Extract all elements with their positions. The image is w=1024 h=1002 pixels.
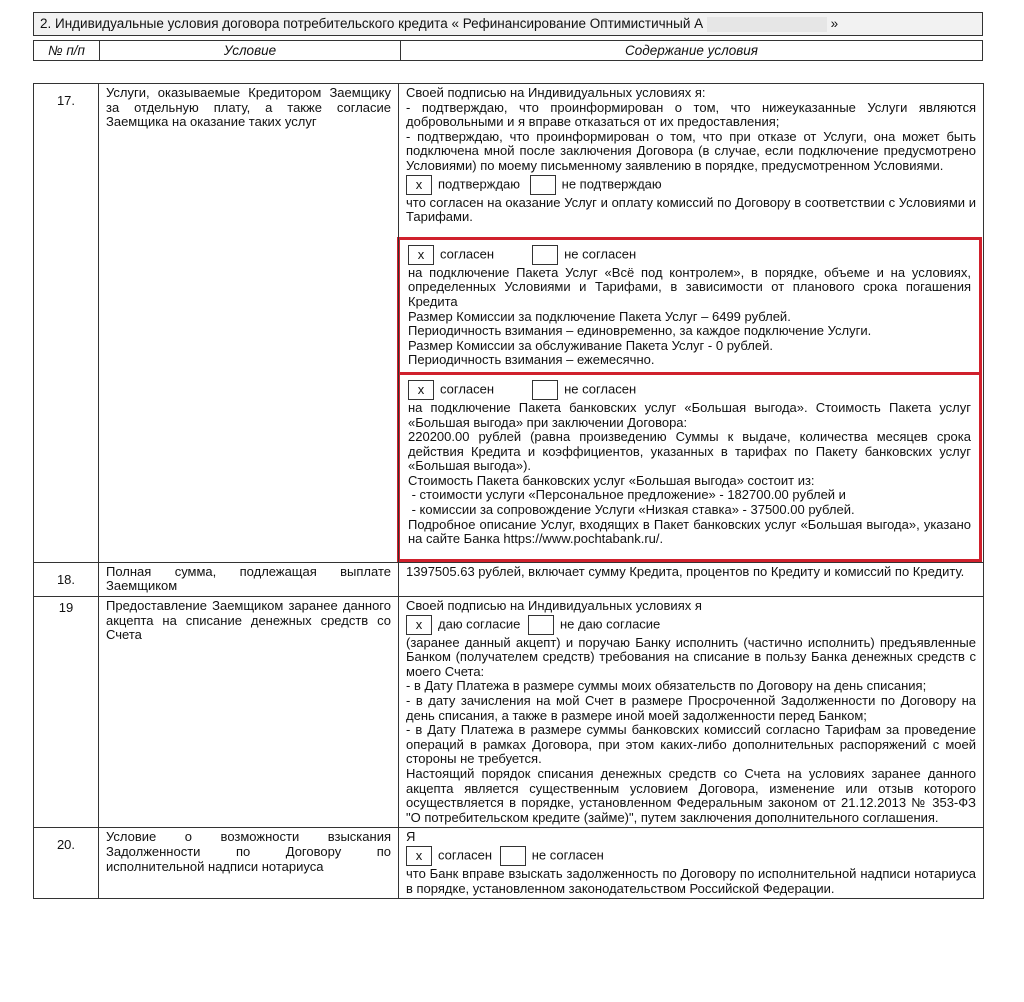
text: что согласен на оказание Услуг и оплату комиссий по Договору в соответствии с Условиями и Тарифами. xyxy=(406,194,976,225)
text: - в Дату Платежа в размере суммы моих обязательств по Договору на день списания; xyxy=(406,678,927,694)
checkbox-no-consent[interactable] xyxy=(528,615,554,635)
label: согласен xyxy=(440,246,495,262)
row-content xyxy=(399,84,984,563)
text: Периодичность взимания – ежемесячно. xyxy=(408,352,655,368)
text: Подробное описание Услуг, входящих в Пакет банковских услуг «Большая выгода», указано на сайте Банка https://www.pochtabank.ru/. xyxy=(408,516,971,547)
highlight-box-package-benefit xyxy=(397,375,982,562)
label: не согласен xyxy=(531,847,604,863)
checkbox-not-confirm[interactable] xyxy=(530,175,556,195)
header-condition: Условие xyxy=(100,41,401,60)
checkbox-consent[interactable]: x xyxy=(406,615,432,635)
row-content xyxy=(399,828,984,899)
table-row xyxy=(34,597,984,828)
text: Я xyxy=(406,829,416,845)
table-header xyxy=(33,40,983,61)
text: - в дату зачисления на мой Счет в размере Просроченной Задолженности по Договору на день списания, а также в размере иной моей задолженности перед Банком; xyxy=(406,693,976,723)
label: согласен xyxy=(438,847,493,863)
row-condition: Услуги, оказываемые Кредитором Заемщику за отдельную плату, а также согласие Заемщика на оказание таких услуг xyxy=(99,84,399,563)
title-close-quote: » xyxy=(830,16,839,31)
row-number: 19 xyxy=(34,597,99,828)
text: Своей подписью на Индивидуальных условиях я: xyxy=(406,85,706,100)
table-row xyxy=(34,828,984,899)
label: даю согласие xyxy=(438,616,521,632)
text: 220200.00 рублей (равна произведению Суммы к выдаче, количества месяцев срока действия Кредита и коэффициентов, указанных в тарифах по Пакету банковских услуг «Большая выгода»). xyxy=(408,429,971,474)
row-condition: Условие о возможности взыскания Задолженности по Договору по исполнительной надписи нотариуса xyxy=(99,828,399,899)
row-number: 18. xyxy=(34,562,99,596)
header-content: Содержание условия xyxy=(625,43,758,58)
text: - стоимости услуги «Персональное предложение» - 182700.00 рублей и xyxy=(408,487,846,503)
text: Размер Комиссии за подключение Пакета Услуг – 6499 рублей. xyxy=(408,308,791,324)
text: что Банк вправе взыскать задолженность по Договору по исполнительной надписи нотариуса в порядке, установленном законодательством Российской Федерации. xyxy=(406,865,976,896)
table-row xyxy=(34,562,984,596)
label: не даю согласие xyxy=(559,616,661,632)
row-condition: Полная сумма, подлежащая выплате Заемщиком xyxy=(99,562,399,596)
text: - комиссии за сопровождение Услуги «Низкая ставка» - 37500.00 рублей. xyxy=(408,502,855,518)
table-row xyxy=(34,84,984,563)
text: на подключение Пакета Услуг «Всё под контролем», в порядке, объеме и на условиях, определенных Условиями и Тарифами, в зависимости от планового срока погашения Кредита xyxy=(408,264,971,309)
label: согласен xyxy=(440,381,495,397)
label: не подтверждаю xyxy=(561,176,662,191)
row-content: 1397505.63 рублей, включает сумму Кредита, процентов по Кредиту и комиссий по Кредиту. xyxy=(399,562,984,596)
text: Размер Комиссии за обслуживание Пакета Услуг - 0 рублей. xyxy=(408,337,773,353)
row-content xyxy=(399,597,984,828)
title-text: 2. Индивидуальные условия договора потребительского кредита « Рефинансирование Оптимистичный А xyxy=(40,16,704,31)
row-number: 17. xyxy=(34,84,99,563)
header-num: № п/п xyxy=(34,41,100,60)
text: Стоимость Пакета банковских услуг «Большая выгода» состоит из: xyxy=(408,472,815,488)
text: на подключение Пакета банковских услуг «Большая выгода». Стоимость Пакета услуг «Большая выгода» при заключении Договора: xyxy=(408,399,971,430)
checkbox-disagree[interactable] xyxy=(532,380,558,400)
highlight-box-package-control xyxy=(397,237,982,375)
checkbox-confirm[interactable]: x xyxy=(406,175,432,195)
row-number: 20. xyxy=(34,828,99,899)
checkbox-disagree[interactable] xyxy=(532,245,558,265)
text: Периодичность взимания – единовременно, за каждое подключение Услуги. xyxy=(408,323,872,339)
row-condition: Предоставление Заемщиком заранее данного акцепта на списание денежных средств со Счета xyxy=(99,597,399,828)
label: не согласен xyxy=(564,381,637,397)
conditions-table xyxy=(33,83,984,899)
checkbox-disagree[interactable] xyxy=(500,846,526,866)
text: (заранее данный акцепт) и поручаю Банку исполнить (частично исполнить) предъявленные Банком (получателем средств) требования на списание в пользу Банка денежных средств с моего Счета: xyxy=(406,634,976,679)
redacted-area xyxy=(707,17,827,32)
text: Своей подписью на Индивидуальных условиях я xyxy=(406,598,702,614)
label: подтверждаю xyxy=(438,176,521,191)
text: Настоящий порядок списания денежных средств со Счета на условиях заранее данного акцепта является существенным условием Договора, изменение или отзыв которого осуществляется в порядке, установленном Федеральным законом от 21.12.2013 № 353-ФЗ "О потребительском кредите (займе)", путем заключения дополнительного соглашения. xyxy=(406,765,976,825)
text: - в Дату Платежа в размере суммы банковских комиссий согласно Тарифам за проведение операций в рамках Договора, при этом каких-либо дополнительных распоряжений с моей стороны не требуется. xyxy=(406,722,976,767)
section-title xyxy=(33,12,983,36)
checkbox-agree[interactable]: x xyxy=(406,846,432,866)
checkbox-agree[interactable]: x xyxy=(408,245,434,265)
checkbox-agree[interactable]: x xyxy=(408,380,434,400)
label: не согласен xyxy=(564,246,637,262)
text: - подтверждаю, что проинформирован о том, что при отказе от Услуги, она может быть подключена мной после заключения Договора (в случае, если подключение предусмотрено Условиями) по моему письменному заявлению в порядке, предусмотренном Условиями. xyxy=(406,128,976,173)
text: - подтверждаю, что проинформирован о том, что нижеуказанные Услуги являются добровольными и я вправе отказаться от их предоставления; xyxy=(406,99,976,130)
